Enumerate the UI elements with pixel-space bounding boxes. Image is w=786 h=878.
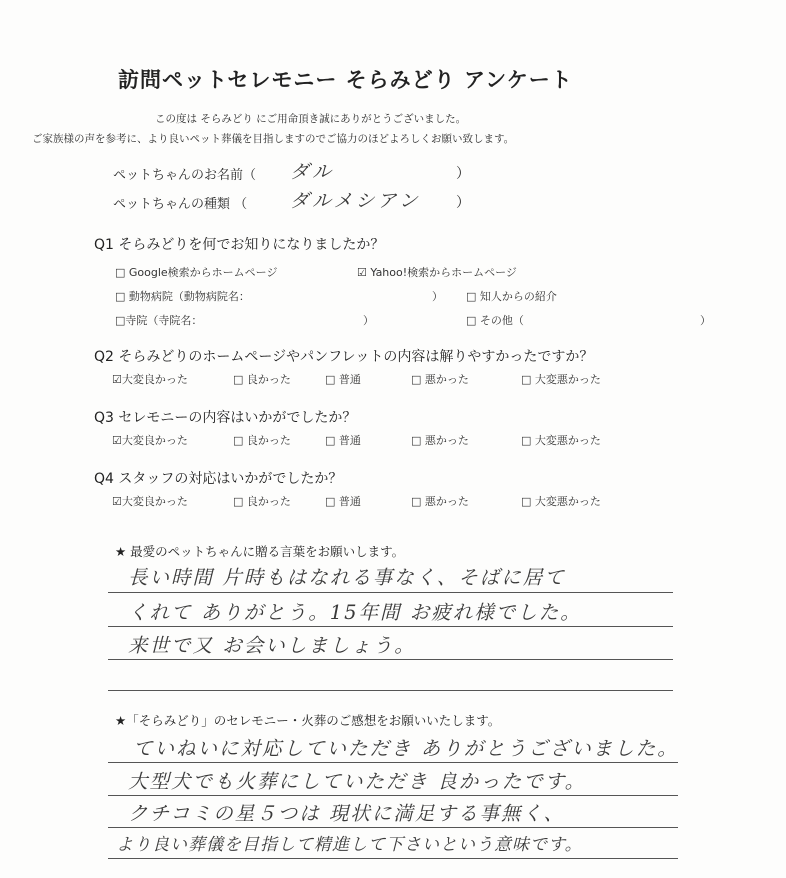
q1-option-yahoo[interactable]: ☑ Yahoo!検索からホームページ (357, 266, 517, 279)
intro-line-2: ご家族様の声を参考に、より良いペット葬儀を目指しますのでご協力のほどよろしくお願い致します。 (32, 133, 515, 145)
message-line-2[interactable]: くれて ありがとう。15年間 お疲れ様でした。 (128, 601, 582, 624)
q2-option-good[interactable]: □ 良かった (233, 373, 291, 386)
message-rule-4 (108, 690, 673, 691)
q1-option-hospital[interactable]: □ 動物病院（動物病院名： (115, 290, 250, 303)
pet-name-label: ペットちゃんのお名前（ (113, 168, 257, 183)
q3-question: Q3 セレモニーの内容はいかがでしたか？ (94, 410, 357, 426)
q4-option-very-bad[interactable]: □ 大変悪かった (521, 495, 601, 508)
q3-option-good[interactable]: □ 良かった (233, 434, 291, 447)
message-line-1[interactable]: 長い時間 片時もはなれる事なく、そばに居て (128, 566, 566, 589)
q2-question: Q2 そらみどりのホームページやパンフレットの内容は解りやすかったですか？ (94, 349, 594, 365)
q1-option-other[interactable]: □ その他（ (466, 314, 524, 327)
message-line-3[interactable]: 来世で又 お会いしましょう。 (128, 634, 416, 657)
q1-question: Q1 そらみどりを何でお知りになりましたか？ (94, 237, 385, 253)
q1-hospital-close-paren: ） (432, 290, 443, 303)
q3-option-bad[interactable]: □ 悪かった (411, 434, 469, 447)
impression-line-2[interactable]: 大型犬でも火葬にしていただき 良かったです。 (128, 770, 587, 793)
q4-option-good[interactable]: □ 良かった (233, 495, 291, 508)
q4-option-very-good[interactable]: ☑大変良かった (112, 495, 188, 508)
impression-rule-1 (108, 762, 678, 763)
q3-option-normal[interactable]: □ 普通 (325, 434, 361, 447)
q2-option-bad[interactable]: □ 悪かった (411, 373, 469, 386)
q2-option-very-bad[interactable]: □ 大変悪かった (521, 373, 601, 386)
impression-rule-2 (108, 795, 678, 796)
impression-rule-3 (108, 827, 678, 828)
q2-option-normal[interactable]: □ 普通 (325, 373, 361, 386)
intro-line-1: この度は そらみどり にご用命頂き誠にありがとうございました。 (155, 113, 467, 125)
message-heading: ★ 最愛のペットちゃんに贈る言葉をお願いします。 (115, 544, 405, 559)
impression-rule-4 (108, 858, 678, 859)
page-title: 訪問ペットセレモニー そらみどり アンケート (118, 68, 573, 92)
pet-type-value[interactable]: ダルメシアン (290, 190, 421, 212)
q4-option-normal[interactable]: □ 普通 (325, 495, 361, 508)
q4-option-bad[interactable]: □ 悪かった (411, 495, 469, 508)
pet-type-label: ペットちゃんの種類 （ (113, 197, 248, 212)
pet-name-close-paren: ） (456, 166, 470, 182)
message-rule-3 (108, 659, 673, 660)
q3-option-very-good[interactable]: ☑大変良かった (112, 434, 188, 447)
message-rule-2 (108, 626, 673, 627)
impression-line-4[interactable]: より良い葬儀を目指して精進して下さいという意味です。 (116, 835, 583, 855)
impression-heading: ★「そらみどり」のセレモニー・火葬のご感想をお願いいたします。 (115, 713, 501, 728)
q4-question: Q4 スタッフの対応はいかがでしたか？ (94, 471, 343, 487)
impression-line-1[interactable]: ていねいに対応していただき ありがとうございました。 (133, 737, 679, 760)
q1-temple-close-paren: ） (363, 314, 374, 327)
q1-other-close-paren: ） (700, 314, 711, 327)
pet-name-value[interactable]: ダル (290, 161, 335, 183)
q1-option-google[interactable]: □ Google検索からホームページ (115, 266, 278, 279)
message-rule-1 (108, 592, 673, 593)
pet-type-close-paren: ） (456, 195, 470, 211)
impression-line-3[interactable]: クチコミの星５つは 現状に満足する事無く、 (128, 802, 566, 825)
q1-option-friend[interactable]: □ 知人からの紹介 (466, 290, 557, 303)
q3-option-very-bad[interactable]: □ 大変悪かった (521, 434, 601, 447)
q2-option-very-good[interactable]: ☑大変良かった (112, 373, 188, 386)
q1-option-temple[interactable]: □寺院（寺院名： (115, 314, 203, 327)
